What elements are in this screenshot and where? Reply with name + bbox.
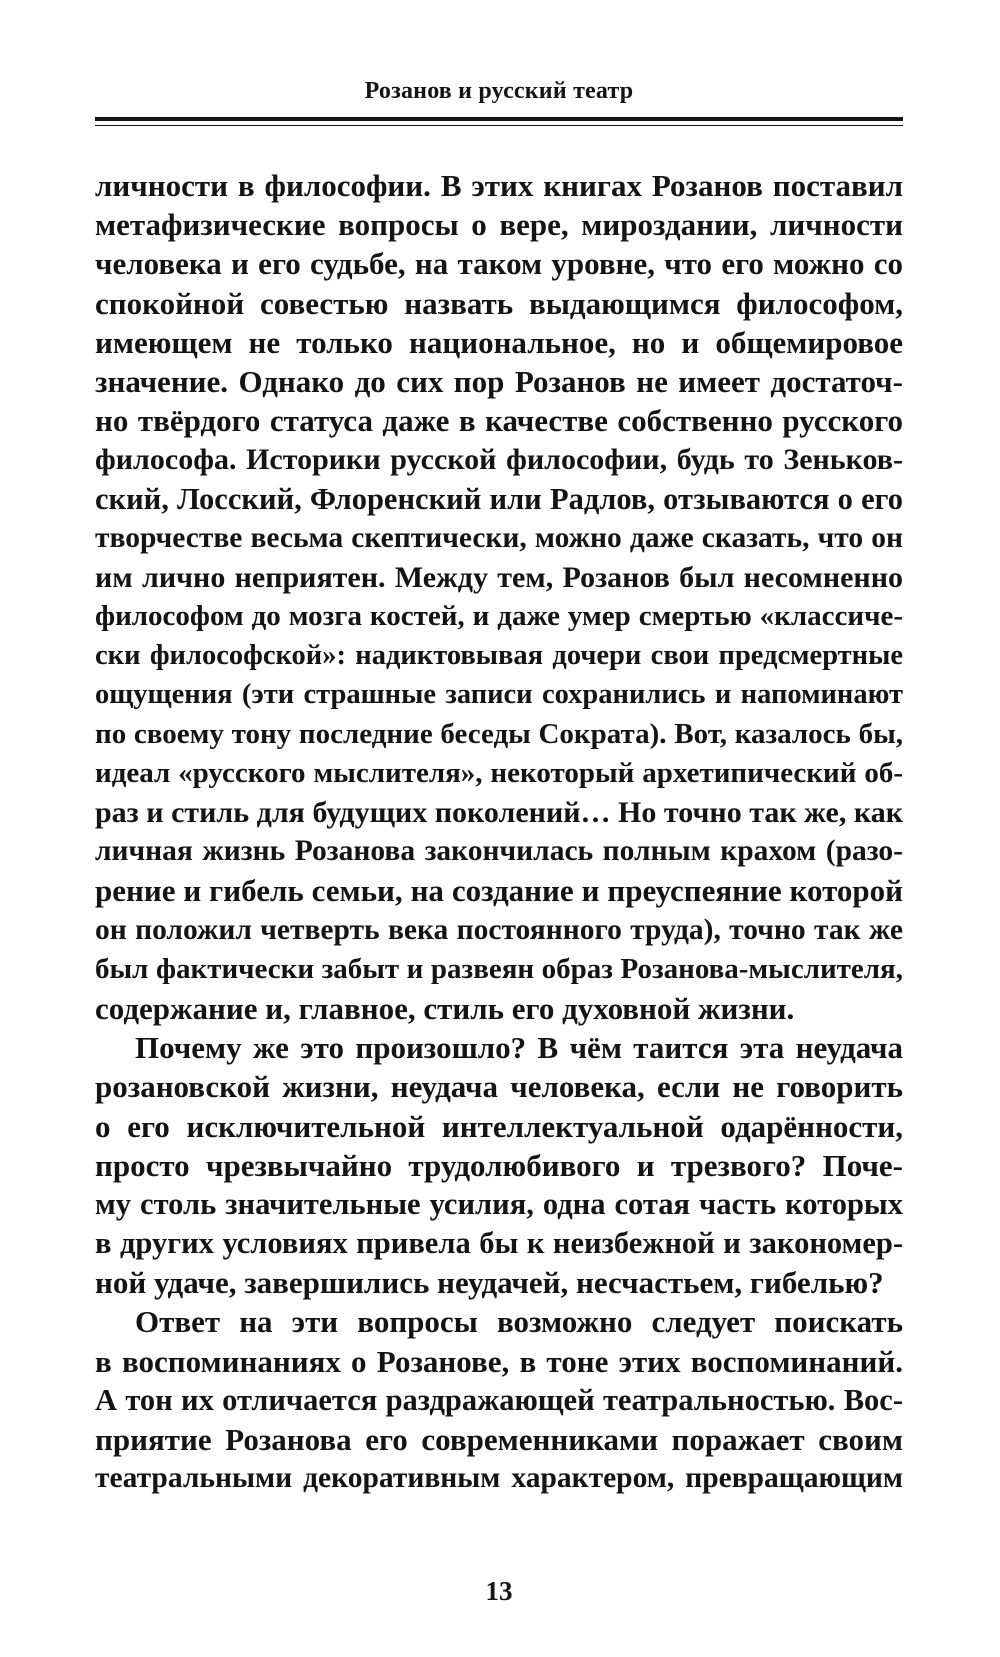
text-line: имеющем не только национальное, но и общемировое	[95, 324, 903, 360]
text-line: он положил четверть века постоянного труда), точно так же	[95, 913, 903, 946]
text-line: ски философской»: надиктовывая дочери свои предсмертные	[95, 640, 903, 672]
text-line: философом до мозга костей, и даже умер смертью «классиче-	[95, 600, 903, 633]
text-line: творчестве весьма скептически, можно даже сказать, что он	[95, 521, 903, 554]
text-line: но твёрдого статуса даже в качестве собственно русского	[95, 403, 903, 439]
text-line: в других условиях привела бы к неизбежной и закономер-	[95, 1226, 903, 1261]
text-line: им лично неприятен. Между тем, Розанов был несомненно	[95, 560, 903, 594]
paragraph-last-line: ной удаче, завершились неудачей, несчастьем, гибелью?	[95, 1265, 884, 1301]
text-line: философа. Историки русской философии, будь то Зеньков-	[95, 443, 903, 477]
text-line: метафизические вопросы о вере, мироздании, личности	[95, 207, 903, 243]
text-line: приятие Розанова его современниками поражает своим	[95, 1422, 903, 1457]
text-line: идеал «русского мыслителя», некоторый архетипический об-	[95, 756, 903, 789]
text-line: человека и его судьбе, на таком уровне, что его можно со	[95, 246, 903, 282]
text-line: спокойной совестью назвать выдающимся философом,	[95, 285, 903, 321]
text-line: А тон их отличается раздражающей театральностью. Вос-	[95, 1382, 903, 1417]
text-line: личности в философии. В этих книгах Розанов поставил	[95, 168, 903, 203]
text-line: личная жизнь Розанова закончилась полным крахом (разо-	[95, 835, 903, 868]
text-line: ский, Лосский, Флоренский или Радлов, отзываются о его	[95, 481, 903, 516]
text-line: раз и стиль для будущих поколений… Но точно так же, как	[95, 796, 903, 829]
text-line: просто чрезвычайно трудолюбивого и трезвого? Поче-	[95, 1147, 903, 1183]
text-line: театральными декоративным характером, превращающим	[95, 1462, 903, 1495]
text-line: о его исключительной интеллектуальной одарённости,	[95, 1108, 903, 1144]
paragraph-last-line: содержание и, главное, стиль его духовной жизни.	[95, 990, 795, 1026]
header-rule-thin	[95, 125, 903, 126]
text-line: был фактически забыт и развеян образ Розанова-мыслителя,	[95, 952, 903, 985]
paragraph-first-line: Почему же это произошло? В чём таится эта неудача	[135, 1030, 903, 1066]
text-line: му столь значительные усилия, одна сотая часть которых	[95, 1186, 903, 1221]
paragraph-first-line: Ответ на эти вопросы возможно следует поискать	[135, 1304, 903, 1340]
page-number: 13	[485, 1576, 513, 1606]
text-line: розановской жизни, неудача человека, если не говорить	[95, 1069, 903, 1105]
text-line: значение. Однако до сих пор Розанов не имеет достаточ-	[95, 363, 903, 399]
header-rule-thick	[95, 117, 903, 121]
running-title: Розанов и русский театр	[364, 78, 634, 104]
text-line: рение и гибель семьи, на создание и преуспеяние которой	[95, 873, 903, 909]
body-text	[95, 166, 903, 1498]
text-line: в воспоминаниях о Розанове, в тоне этих воспоминаний.	[95, 1343, 903, 1379]
text-line: по своему тону последние беседы Сократа). Вот, казалось бы,	[95, 717, 903, 750]
text-line: ощущения (эти страшные записи сохранились и напоминают	[95, 679, 903, 711]
